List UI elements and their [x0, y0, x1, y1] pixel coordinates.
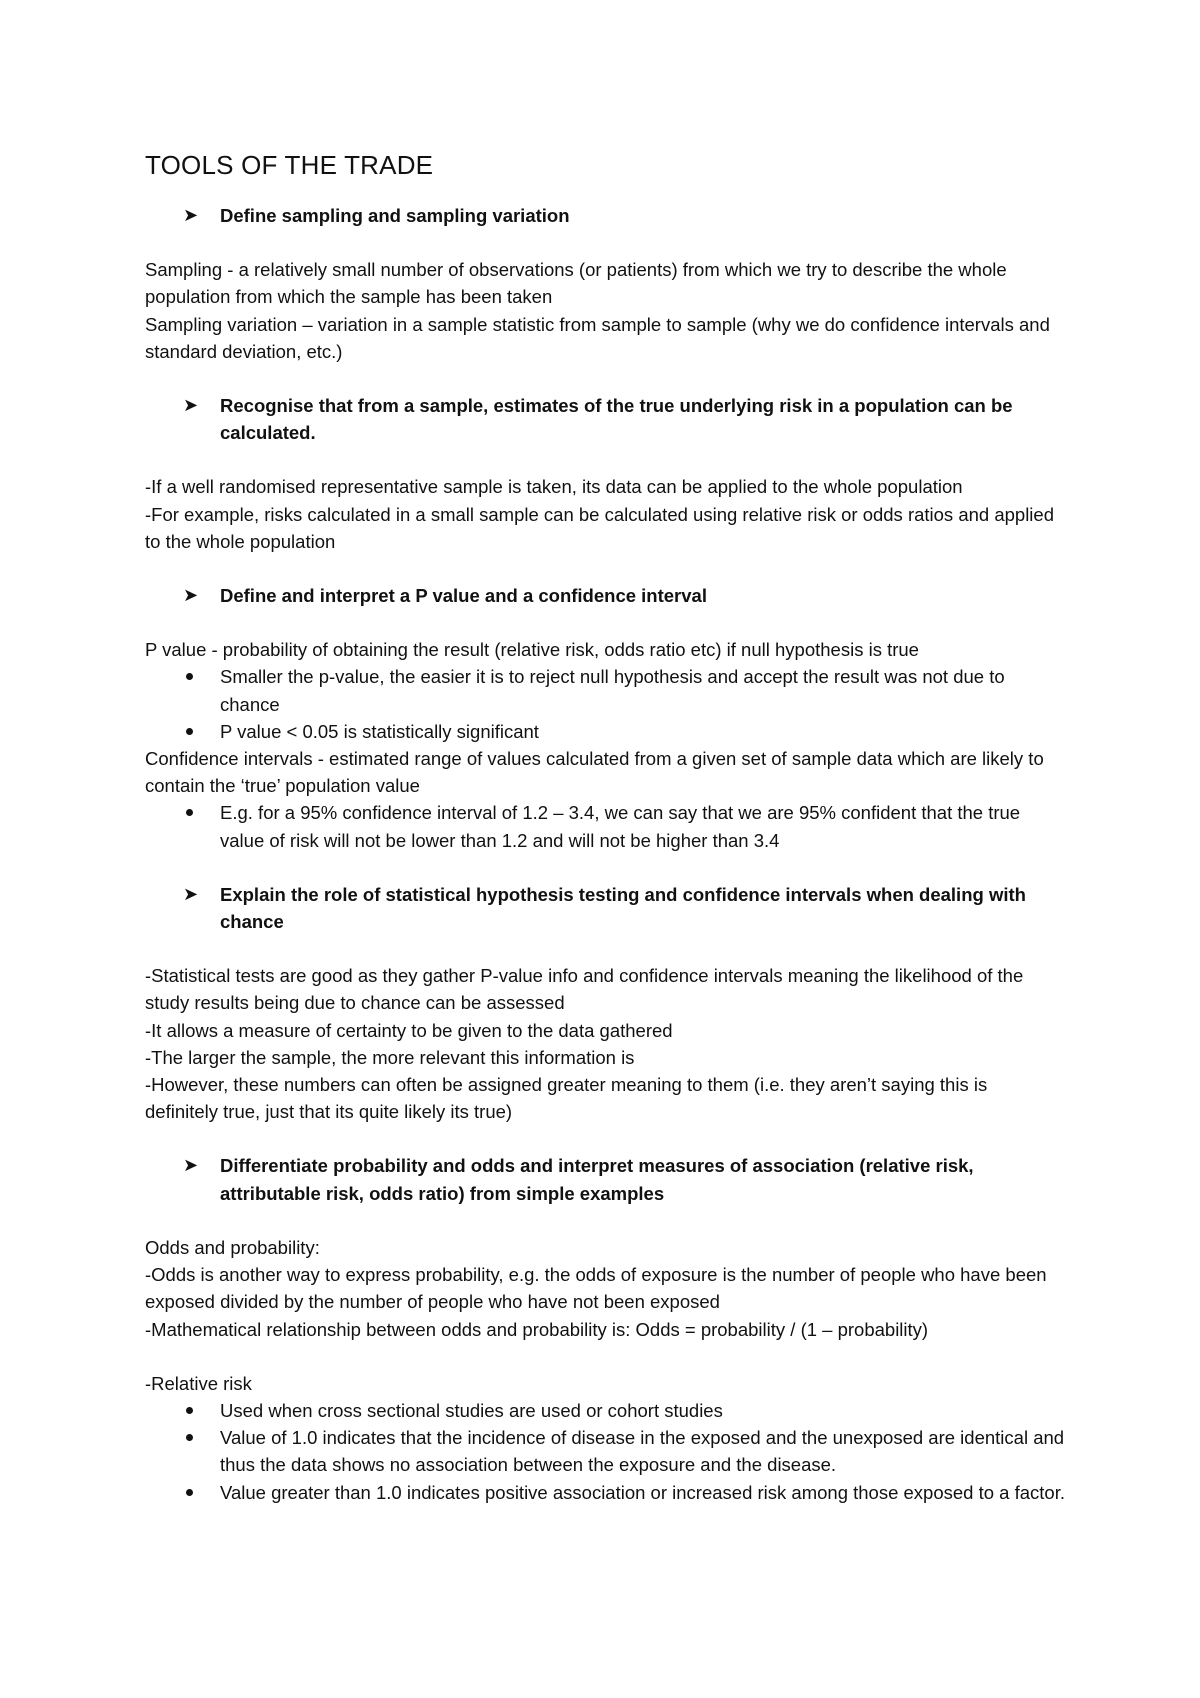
objective-heading-text: Explain the role of statistical hypothesis testing and confidence intervals when dealing with chance: [220, 883, 1026, 933]
paragraph-line: Sampling variation – variation in a sample statistic from sample to sample (why we do confidence intervals and standard deviation, etc.): [145, 313, 1050, 362]
list-item-text: Smaller the p-value, the easier it is to reject null hypothesis and accept the result was not due to chance: [220, 666, 1005, 715]
list-item-text: Used when cross sectional studies are used or cohort studies: [220, 1399, 723, 1421]
list-item-text: P value < 0.05 is statistically significant: [220, 720, 539, 742]
paragraph-line: Sampling - a relatively small number of observations (or patients) from which we try to describe the whole population from which the sample has been taken: [145, 259, 1007, 308]
bullet-dot-icon: [186, 1407, 193, 1414]
paragraph-line: -Mathematical relationship between odds and probability is: Odds = probability / (1 – probability): [145, 1318, 929, 1340]
bullet-dot-icon: [186, 728, 193, 735]
arrow-bullet-icon: ➤: [183, 395, 199, 416]
paragraph-line: Odds and probability:: [145, 1236, 320, 1258]
arrow-bullet-icon: ➤: [183, 205, 199, 225]
list-item: [145, 1397, 1065, 1424]
objective-heading-text: Define and interpret a P value and a confidence interval: [220, 585, 707, 607]
list-item: [145, 799, 1065, 853]
paragraph-line: -It allows a measure of certainty to be given to the data gathered: [145, 1019, 673, 1041]
bullet-dot-icon: [186, 1489, 193, 1496]
objective-heading-text: Recognise that from a sample, estimates of the true underlying risk in a population can be calculated.: [220, 395, 1013, 444]
list-item: [145, 718, 1065, 745]
paragraph-line: -If a well randomised representative sample is taken, its data can be applied to the whole population: [145, 476, 963, 498]
document-title: TOOLS OF THE TRADE: [145, 150, 434, 180]
objective-heading-text: Differentiate probability and odds and interpret measures of association (relative risk, attributable risk, odds ratio) from simple examples: [220, 1155, 974, 1204]
list-item-text: E.g. for a 95% confidence interval of 1.2 – 3.4, we can say that we are 95% confident that the true value of risk will not be lower than 1.2 and will not be higher than 3.4: [220, 802, 1021, 851]
list-item: [145, 663, 1065, 717]
objective-heading: [145, 1152, 1065, 1206]
list-item-text: Value greater than 1.0 indicates positive association or increased risk among those exposed to a factor.: [220, 1481, 1065, 1503]
objective-heading-text: Define sampling and sampling variation: [220, 205, 570, 226]
paragraph-line: Confidence intervals - estimated range of values calculated from a given set of sample data which are likely to contain the ‘true’ population value: [145, 748, 1044, 797]
arrow-bullet-icon: ➤: [183, 883, 199, 904]
document-body: [145, 148, 1065, 1506]
arrow-bullet-icon: ➤: [183, 585, 199, 606]
list-item: [145, 1424, 1065, 1478]
paragraph-line: P value - probability of obtaining the result (relative risk, odds ratio etc) if null hypothesis is true: [145, 639, 919, 661]
paragraph-line: -The larger the sample, the more relevant this information is: [145, 1046, 635, 1068]
arrow-bullet-icon: ➤: [183, 1155, 199, 1176]
objective-heading: [145, 392, 1065, 446]
list-item-text: Value of 1.0 indicates that the incidence of disease in the exposed and the unexposed are identical and thus the data shows no association between the exposure and the disease.: [220, 1427, 1065, 1476]
paragraph-line: -However, these numbers can often be assigned greater meaning to them (i.e. they aren’t saying this is definitely true, just that its quite likely its true): [145, 1074, 988, 1123]
list-item: [145, 1479, 1065, 1506]
bullet-dot-icon: [186, 1434, 193, 1441]
objective-heading: [145, 202, 1065, 229]
bullet-dot-icon: [186, 673, 193, 680]
paragraph-line: -Odds is another way to express probability, e.g. the odds of exposure is the number of people who have been exposed divided by the number of people who have not been exposed: [145, 1264, 1047, 1313]
bullet-dot-icon: [186, 809, 193, 816]
objective-heading: [145, 881, 1065, 935]
objective-heading: [145, 582, 1065, 609]
paragraph-line: -For example, risks calculated in a small sample can be calculated using relative risk or odds ratios and applied to the whole population: [145, 503, 1054, 552]
paragraph-line: -Statistical tests are good as they gather P-value info and confidence intervals meaning the likelihood of the study results being due to chance can be assessed: [145, 965, 1024, 1014]
paragraph-line: -Relative risk: [145, 1372, 252, 1394]
